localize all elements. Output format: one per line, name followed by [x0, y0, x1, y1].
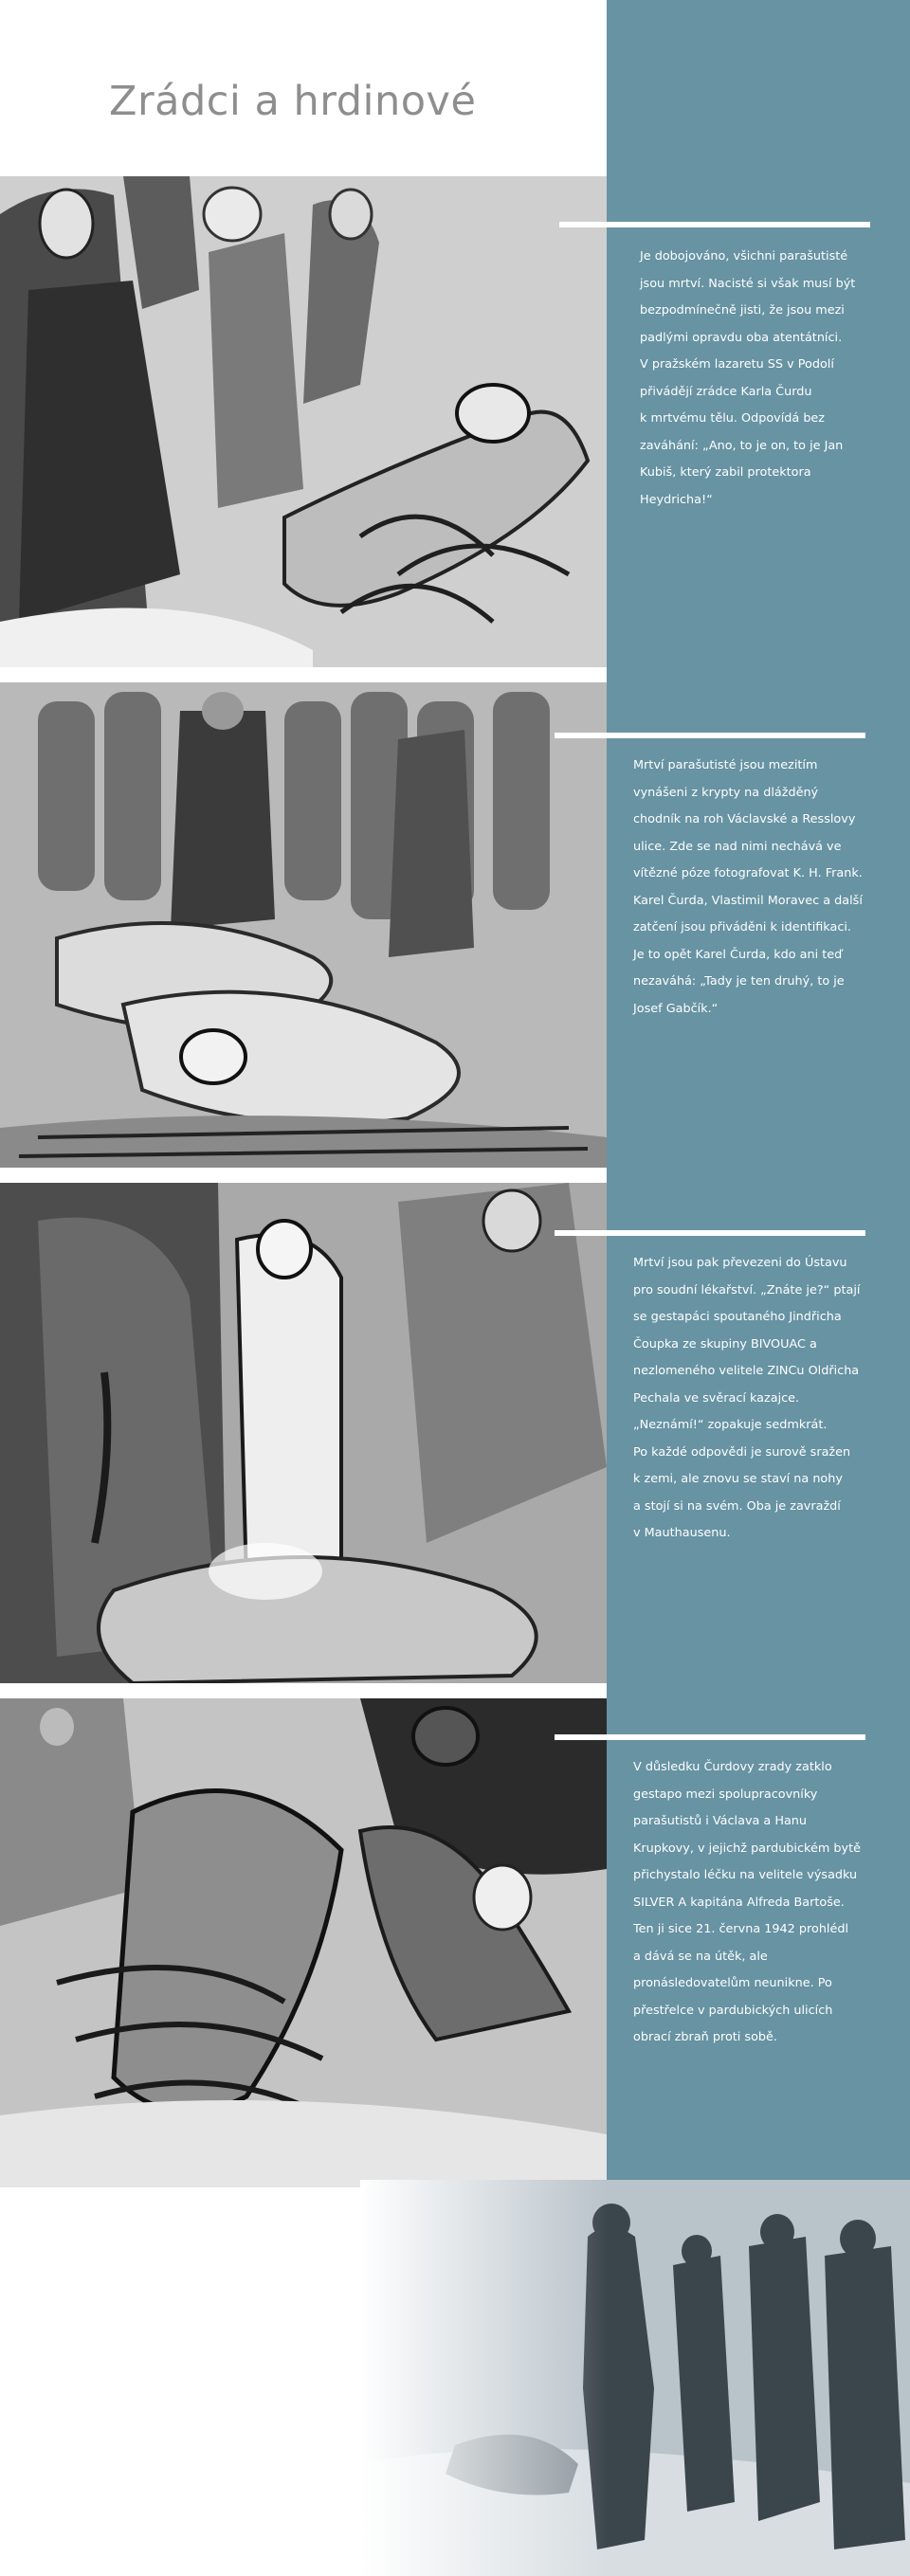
section-2-rule — [555, 733, 865, 738]
charcoal-drawing-arrest-scene-icon — [0, 1698, 607, 2187]
drawing-panel-1 — [0, 176, 607, 667]
charcoal-drawing-interrogation-scene-icon — [0, 1183, 607, 1683]
drawing-panel-4 — [0, 1698, 607, 2187]
section-4-text: V důsledku Čurdovy zrady zatklo gestapo mezi spolupracovníky parašutistů i Václava a Hanu Krupkovy, v jejichž pardubickém bytě přichystalo léčku na velitele výsadku SILVER A kapitána Alfreda Bartoše. Ten ji sice 21. června 1942 prohlédl a dává se na útěk, ale pronásledovatelům neunikne. Po přestřelce v pardubických ulicích obrací zbraň proti sobě. — [633, 1760, 861, 2044]
section-4-rule — [555, 1734, 865, 1740]
section-2-text: Mrtví parašutisté jsou mezitím vynášeni z krypty na dlážděný chodník na roh Václavské a Resslovy ulice. Zde se nad nimi nechává ve vítězné póze fotografovat K. H. Frank. Karel Čurda, Vlastimil Moravec a další zatčení jsou přiváděni k identifikaci. Je to opět Karel Čurda, kdo ani teď nezaváhá: „Tady je ten druhý, to je Josef Gabčík.“ — [633, 758, 863, 1016]
page-title: Zrádci a hrdinové — [109, 78, 477, 125]
section-1-text: Je dobojováno, všichni parašutisté jsou mrtví. Nacisté si však musí být bezpodmínečně jisti, že jsou mezi padlými opravdu oba atentátníci. V pražském lazaretu SS v Podolí přivádějí zrádce Karla Čurdu k mrtvému tělu. Odpovídá bez zaváhání: „Ano, to je on, to je Jan Kubiš, který zabil protektora Heydricha!“ — [640, 249, 856, 507]
historical-photo — [360, 2180, 910, 2576]
section-3-text: Mrtví jsou pak převezeni do Ústavu pro soudní lékařství. „Znáte je?“ ptají se gestapáci spoutaného Jindřicha Čoupka ze skupiny BIVOUAC a nezlomeného velitele ZINCu Oldřicha Pechala ve svěrací kazajce. „Neznámí!“ zopakuje sedmkrát. Po každé odpovědi je surově sražen k zemi, ale znovu se staví na nohy a stojí si na svém. Oba je zavraždí v Mauthausenu. — [633, 1256, 861, 1540]
drawing-panel-3 — [0, 1183, 607, 1683]
historical-photo-ss-officers-with-bodies-icon — [360, 2180, 910, 2576]
section-3-rule — [555, 1230, 865, 1236]
charcoal-drawing-identification-scene-icon — [0, 176, 607, 667]
charcoal-drawing-crypt-bodies-scene-icon — [0, 682, 607, 1168]
section-1-rule — [559, 222, 870, 227]
drawing-panel-2 — [0, 682, 607, 1168]
